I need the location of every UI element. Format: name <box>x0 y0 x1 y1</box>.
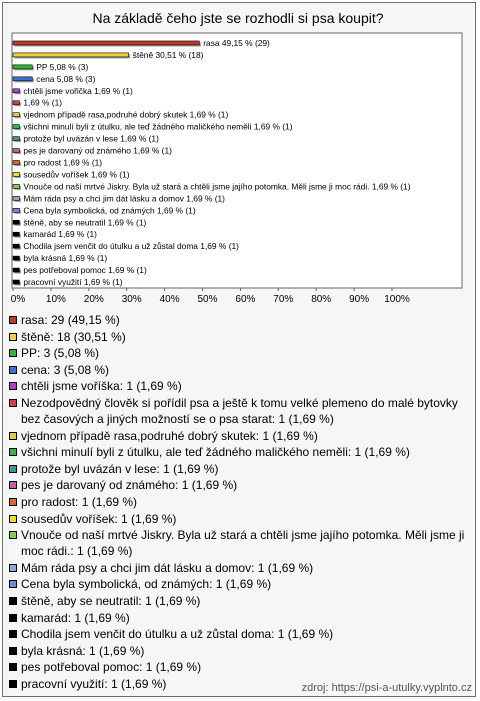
legend-item <box>8 610 470 626</box>
legend-item <box>8 345 470 361</box>
legend-item <box>8 494 470 510</box>
legend-swatch <box>9 597 17 605</box>
legend-swatch <box>9 630 17 638</box>
x-tick-label: 70% <box>273 294 294 305</box>
bar-label: všichni minulí byli z útulku, ale teď žádného maličkého neměli 1,69 % (1) <box>23 121 293 132</box>
bar <box>13 113 19 117</box>
bar <box>13 89 19 93</box>
x-tick-label: 80% <box>311 294 332 305</box>
legend-item <box>8 593 470 609</box>
bar <box>13 256 19 260</box>
legend-label: pracovní využití: 1 (1,69 %) <box>21 676 167 691</box>
legend-swatch <box>9 531 17 539</box>
bar-label: Vnouče od naší mrtvé Jiskry. Byla už stará a chtěli jsme jajího potomka. Měli jsme ji moc rádi. 1,69 % (1) <box>23 181 411 192</box>
legend-label: Cena byla symbolická, od známých: 1 (1,69 %) <box>21 577 272 592</box>
legend-item <box>8 511 470 527</box>
legend-swatch <box>9 481 17 489</box>
legend-label: pes potřeboval pomoc: 1 (1,69 %) <box>21 660 202 675</box>
legend-item <box>8 576 470 592</box>
bar <box>13 65 32 69</box>
bar-label: sousedův voříšek 1,69 % (1) <box>23 169 130 180</box>
bar-label: protože byl uvázán v lese 1,69 % (1) <box>23 133 159 144</box>
bar <box>13 208 19 212</box>
legend-swatch <box>9 498 17 506</box>
legend-item <box>8 428 470 444</box>
legend-swatch <box>9 680 17 688</box>
x-tick-label: 90% <box>349 294 370 305</box>
bar <box>13 149 19 153</box>
chart-legend <box>8 312 470 692</box>
legend-item <box>8 527 470 559</box>
bar <box>13 53 129 57</box>
legend-swatch <box>9 366 17 374</box>
legend-label: vjednom případě rasa,podruhé dobrý skutek: 1 (1,69 %) <box>21 428 318 443</box>
legend-item <box>8 643 470 659</box>
legend-label: rasa: 29 (49,15 %) <box>21 313 120 327</box>
legend-item <box>8 626 470 642</box>
legend-swatch <box>9 333 17 341</box>
legend-swatch <box>9 515 17 523</box>
legend-label: Mám ráda psy a chci jim dát lásku a domov: 1 (1,69 %) <box>21 560 314 575</box>
legend-label: protože byl uvázán v lese: 1 (1,69 %) <box>21 461 219 476</box>
x-tick-label: 100% <box>384 294 410 305</box>
legend-swatch <box>9 399 17 407</box>
legend-swatch <box>9 432 17 440</box>
bar-label: cena 5,08 % (3) <box>36 73 96 84</box>
legend-item <box>8 560 470 576</box>
legend-label: byla krásná: 1 (1,69 %) <box>21 643 145 658</box>
legend-label: štěně: 18 (30,51 %) <box>21 329 126 344</box>
legend-swatch <box>9 465 17 473</box>
bar-label: Mám ráda psy a chci jim dát lásku a domov 1,69 % (1) <box>23 193 225 204</box>
bar-label: 1,69 % (1) <box>23 97 63 108</box>
x-tick-label: 30% <box>121 294 142 305</box>
legend-label: všichni minulí byli z útulku, ale teď žádného maličkého neměli: 1 (1,69 %) <box>21 445 410 460</box>
legend-swatch <box>9 663 17 671</box>
legend-swatch <box>9 647 17 655</box>
bar <box>13 77 32 81</box>
bar <box>13 161 19 165</box>
bar-chart <box>0 0 480 310</box>
legend-item <box>8 461 470 477</box>
legend-label: chtěli jsme voříška: 1 (1,69 %) <box>21 379 182 394</box>
x-tick-label: 20% <box>83 294 104 305</box>
bar-label: štěně, aby se neutratil 1,69 % (1) <box>23 217 147 228</box>
legend-swatch <box>9 316 17 324</box>
bar-label: Chodila jsem venčit do útulku a už zůstal doma 1,69 % (1) <box>23 241 239 252</box>
bar <box>13 184 19 188</box>
bar-label: pracovní využití 1,69 % (1) <box>23 277 123 288</box>
legend-label: pro radost: 1 (1,69 %) <box>21 494 138 509</box>
bar <box>13 125 19 129</box>
legend-item <box>8 378 470 394</box>
legend-label: sousedův voříšek: 1 (1,69 %) <box>21 511 177 526</box>
x-tick-label: 50% <box>197 294 218 305</box>
legend-label: kamarád: 1 (1,69 %) <box>21 610 130 625</box>
legend-item <box>8 444 470 460</box>
bar-label: pro radost 1,69 % (1) <box>23 157 103 168</box>
bar <box>13 101 19 105</box>
bar <box>13 244 19 248</box>
bar-label: kamarád 1,69 % (1) <box>23 229 97 240</box>
legend-item <box>8 312 470 328</box>
legend-swatch <box>9 580 17 588</box>
x-tick-label: 0% <box>10 294 26 305</box>
bar-label: štěně 30,51 % (18) <box>132 49 204 60</box>
legend-label: Nezodpovědný člověk si pořídil psa a ještě k tomu velké plemeno do malé bytovky bez časových a jiných možností se o psa starat: 1 (1,69 %) <box>21 395 458 426</box>
legend-item <box>8 659 470 675</box>
legend-item <box>8 477 470 493</box>
x-tick-label: 40% <box>159 294 180 305</box>
chart-title: Na základě čeho jste se rozhodli si psa koupit? <box>92 10 384 26</box>
bar <box>13 196 19 200</box>
legend-item <box>8 362 470 378</box>
bar <box>13 172 19 176</box>
bar-label: Cena byla symbolická, od známých 1,69 % (1) <box>23 205 196 216</box>
bar-label: pes potřeboval pomoc 1,69 % (1) <box>23 265 147 276</box>
bar <box>13 137 19 141</box>
legend-item <box>8 329 470 345</box>
legend-label: cena: 3 (5,08 %) <box>21 362 110 377</box>
legend-item <box>8 395 470 427</box>
bar <box>13 220 19 224</box>
bar-label: chtěli jsme vořička 1,69 % (1) <box>23 85 133 96</box>
bar <box>13 232 19 236</box>
bar-label: pes je darovaný od známého 1,69 % (1) <box>23 145 172 156</box>
bar-label: rasa 49,15 % (29) <box>203 37 270 48</box>
bar-label: vjednom případě rasa,podruhé dobrý skutek 1,69 % (1) <box>23 109 229 120</box>
legend-swatch <box>9 614 17 622</box>
bar <box>13 41 199 45</box>
x-tick-label: 60% <box>235 294 256 305</box>
bar-label: PP 5,08 % (3) <box>36 61 89 72</box>
legend-label: PP: 3 (5,08 %) <box>21 346 100 361</box>
source-credit: zdroj: https://psi-a-utulky.vyplnto.cz <box>301 682 472 694</box>
legend-label: Chodila jsem venčit do útulku a už zůstal doma: 1 (1,69 %) <box>21 627 334 642</box>
legend-swatch <box>9 564 17 572</box>
legend-swatch <box>9 448 17 456</box>
bar-label: byla krásná 1,69 % (1) <box>23 253 108 264</box>
legend-label: Vnouče od naší mrtvé Jiskry. Byla už stará a chtěli jsme jajího potomka. Měli jsme ji moc rádi.: 1 (1,69 %) <box>21 528 465 559</box>
legend-label: pes je darovaný od známého: 1 (1,69 %) <box>21 478 238 493</box>
legend-swatch <box>9 382 17 390</box>
bar <box>13 280 19 284</box>
bar <box>13 268 19 272</box>
legend-label: štěně, aby se neutratil: 1 (1,69 %) <box>21 593 201 608</box>
x-tick-label: 10% <box>45 294 66 305</box>
legend-swatch <box>9 349 17 357</box>
